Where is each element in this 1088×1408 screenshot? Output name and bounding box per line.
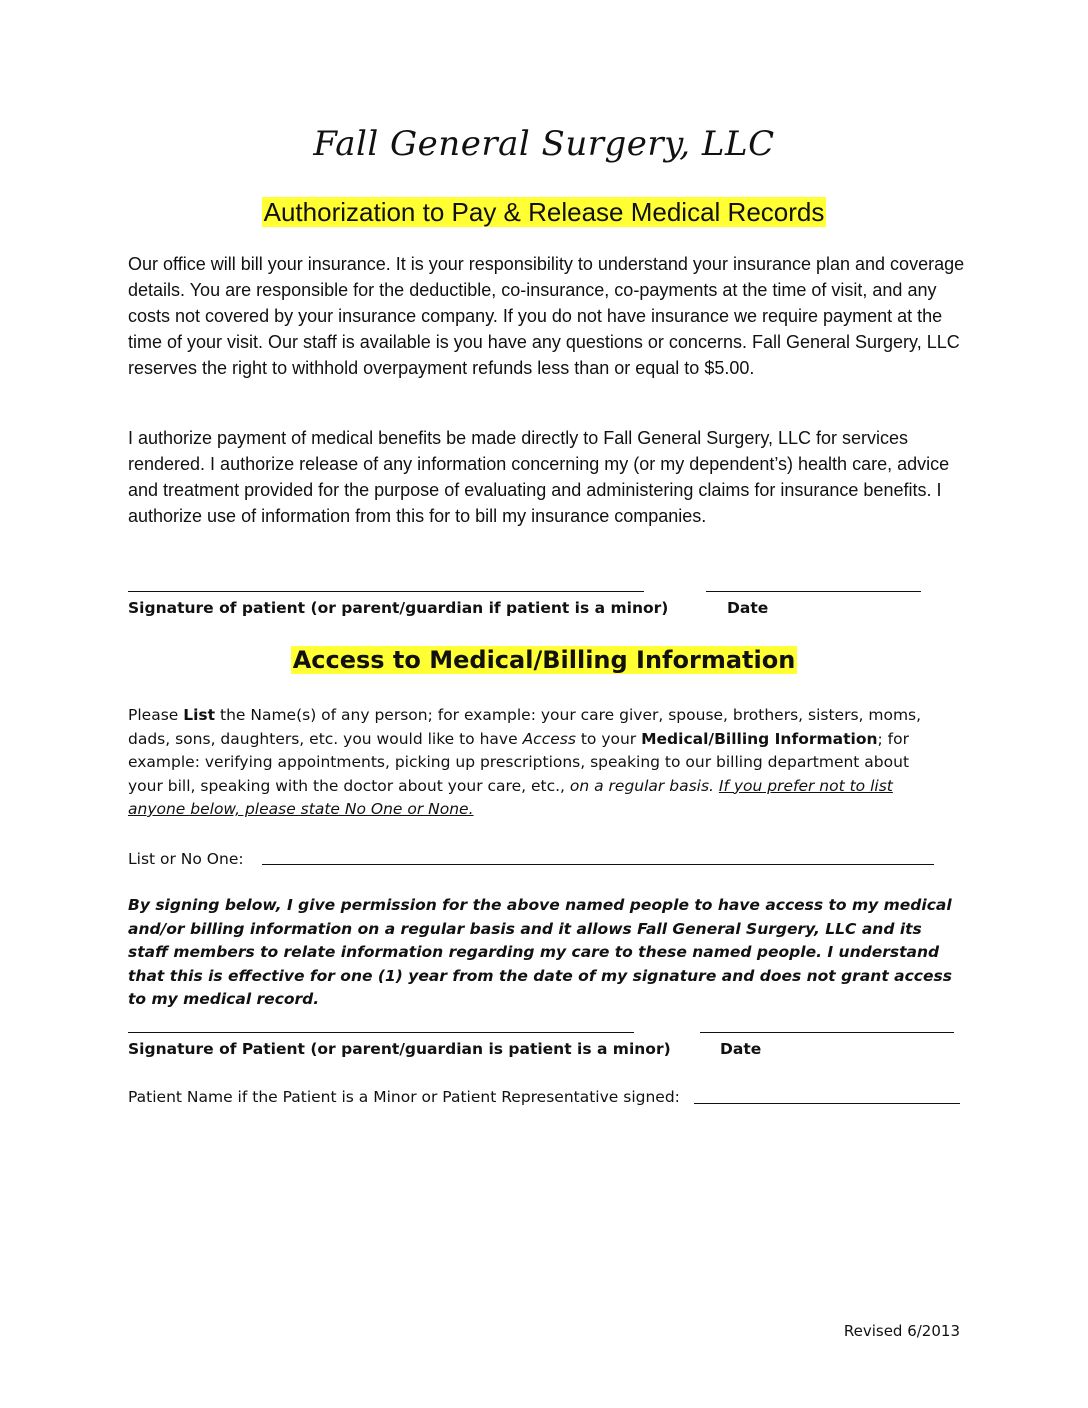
authorization-heading — [0, 195, 1088, 229]
intro-no-one-note: If you prefer not to list anyone below, please state No One or None. — [128, 776, 893, 818]
access-heading-text: Access to Medical/Billing Information — [292, 646, 796, 674]
intro-text: ; for example: verifying appointments, picking up prescriptions, speaking to our billing department about your bill, speaking with the doctor about your care, etc., — [128, 729, 910, 795]
access-instructions — [128, 704, 948, 822]
representative-label: Patient Name if the Patient is a Minor or Patient Representative signed: — [128, 1088, 680, 1106]
intro-text: Please — [128, 706, 184, 724]
permission-statement: By signing below, I give permission for the above named people to have access to my medical and/or billing information on a regular basis and it allows Fall General Surgery, LLC and its staff members to relate information regarding my care to these named people. I understand that this is effective for one (1) year from the date of my signature and does not grant access to my medical record. — [128, 896, 952, 1008]
billing-policy-paragraph: Our office will bill your insurance. It is your responsibility to understand your insurance plan and coverage details. You are responsible for the deductible, co-insurance, co-payments at the time of visit, and any costs not covered by your insurance company. If you do not have insurance we require payment at the time of your visit. Our staff is available is you have any questions or concerns. Fall General Surgery, LLC reserves the right to withhold overpayment refunds less than or equal to $5.00. — [128, 254, 965, 378]
intro-medical-billing-bold: Medical/Billing Information — [641, 729, 878, 748]
access-date-line[interactable] — [700, 1032, 954, 1033]
authorization-heading-text: Authorization to Pay & Release Medical Records — [263, 197, 825, 227]
access-list-line[interactable] — [262, 864, 934, 865]
access-heading — [0, 643, 1088, 677]
patient-signature-label: Signature of patient (or parent/guardian if patient is a minor) — [128, 599, 669, 617]
intro-access-italic: Access — [522, 729, 576, 748]
signature-date-label: Date — [727, 599, 769, 617]
access-list-label: List or No One: — [128, 850, 244, 868]
revision-date: Revised 6/2013 — [843, 1322, 960, 1340]
representative-row — [128, 1086, 680, 1108]
access-list-row — [128, 848, 244, 870]
representative-name-line[interactable] — [694, 1103, 960, 1104]
access-signature-line[interactable] — [128, 1032, 634, 1033]
organization-title: Fall General Surgery, LLC — [313, 124, 775, 164]
signature-date-line[interactable] — [706, 591, 921, 592]
authorization-paragraph: I authorize payment of medical benefits be made directly to Fall General Surgery, LLC for services rendered. I authorize release of any information concerning my (or my dependent’s) health care, advice and treatment provided for the purpose of evaluating and administering claims for insurance benefits. I authorize use of information from this for to bill my insurance companies. — [128, 428, 950, 526]
patient-signature-line[interactable] — [128, 591, 644, 592]
intro-text: to your — [575, 729, 642, 748]
intro-regular-basis-italic: on a regular basis. — [569, 776, 714, 795]
intro-list-bold: List — [183, 706, 216, 724]
access-date-label: Date — [720, 1040, 762, 1058]
access-signature-label: Signature of Patient (or parent/guardian is patient is a minor) — [128, 1040, 671, 1058]
intro-text: the Name(s) of any person; for example: your care giver, spouse, brothers, sisters, moms, dads, sons, daughters, etc. you would like to have — [128, 706, 922, 748]
